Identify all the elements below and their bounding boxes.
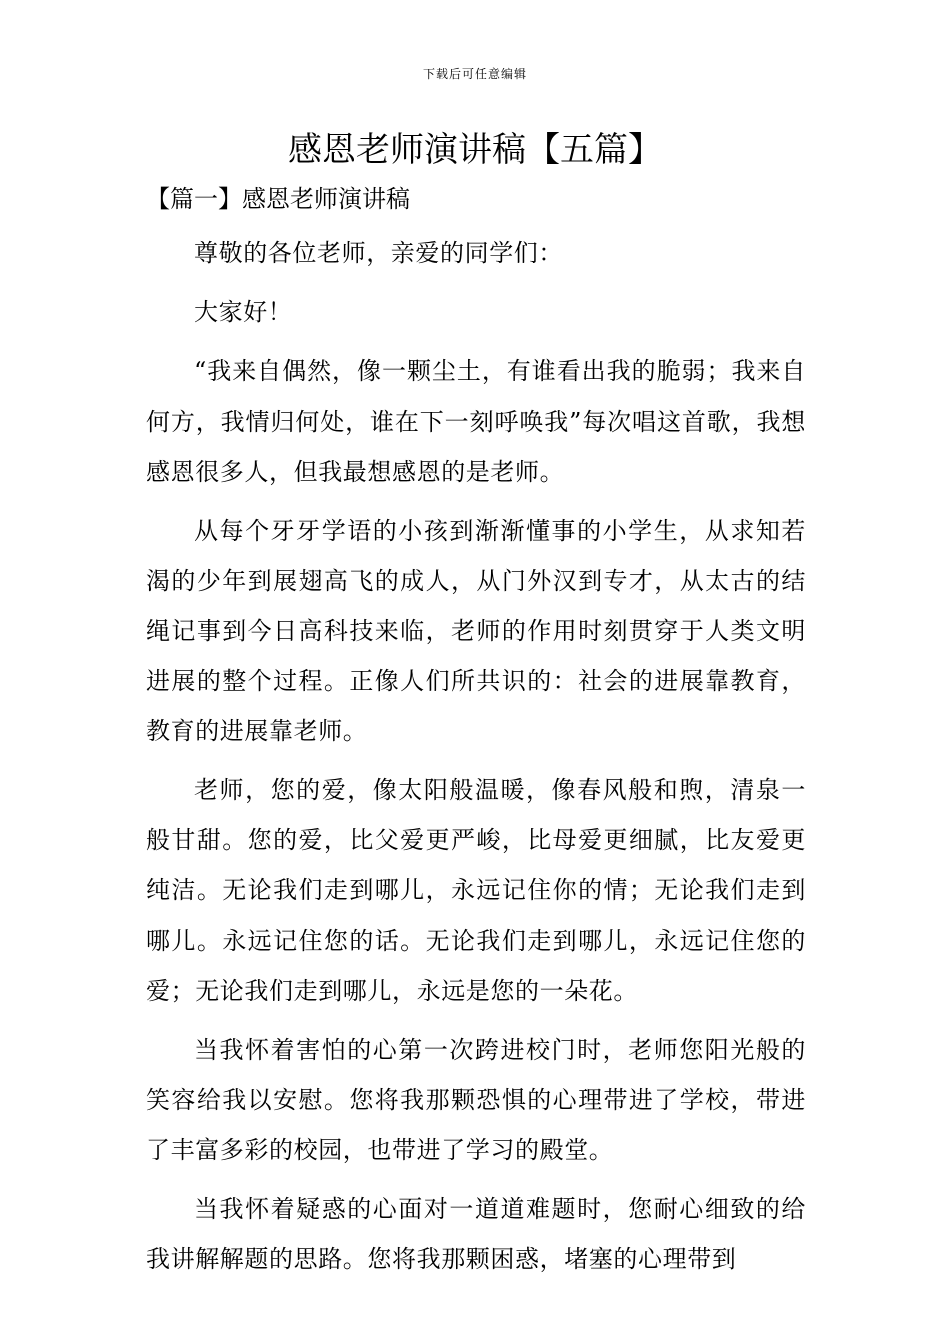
paragraph-salutation: 尊敬的各位老师，亲爱的同学们：	[194, 239, 563, 267]
section-heading: 【篇一】感恩老师演讲稿	[146, 185, 410, 213]
paragraph: 老师，您的爱，像太阳般温暖，像春风般和煦，清泉一般甘甜。您的爱，比父爱更严峻，比母爱更细腻，比友爱更纯洁。无论我们走到哪儿，永远记住你的情；无论我们走到哪儿。永远记住您的话。无论我们走到哪儿，永远记住您的爱；无论我们走到哪儿，永远是您的一朵花。	[146, 776, 806, 1005]
paragraph: 当我怀着害怕的心第一次跨进校门时，老师您阳光般的笑容给我以安慰。您将我那颗恐惧的心理带进了学校，带进了丰富多彩的校园，也带进了学习的殿堂。	[146, 1035, 806, 1164]
paragraph: 当我怀着疑惑的心面对一道道难题时，您耐心细致的给我讲解解题的思路。您将我那颗困惑，堵塞的心理带到	[146, 1194, 806, 1273]
paragraph: “我来自偶然，像一颗尘土，有谁看出我的脆弱；我来自何方，我情归何处，谁在下一刻呼唤我”每次唱这首歌，我想感恩很多人，但我最想感恩的是老师。	[146, 357, 806, 486]
header-note: 下载后可任意编辑	[422, 67, 527, 81]
paragraph-greeting: 大家好！	[194, 298, 293, 327]
document-body	[146, 228, 806, 1293]
document-title: 感恩老师演讲稿【五篇】	[288, 130, 662, 170]
paragraph: 从每个牙牙学语的小孩到渐渐懂事的小学生，从求知若渴的少年到展翅高飞的成人，从门外汉到专才，从太古的结绳记事到今日高科技来临，老师的作用时刻贯穿于人类文明进展的整个过程。正像人们所共识的：社会的进展靠教育，教育的进展靠老师。	[146, 516, 806, 746]
